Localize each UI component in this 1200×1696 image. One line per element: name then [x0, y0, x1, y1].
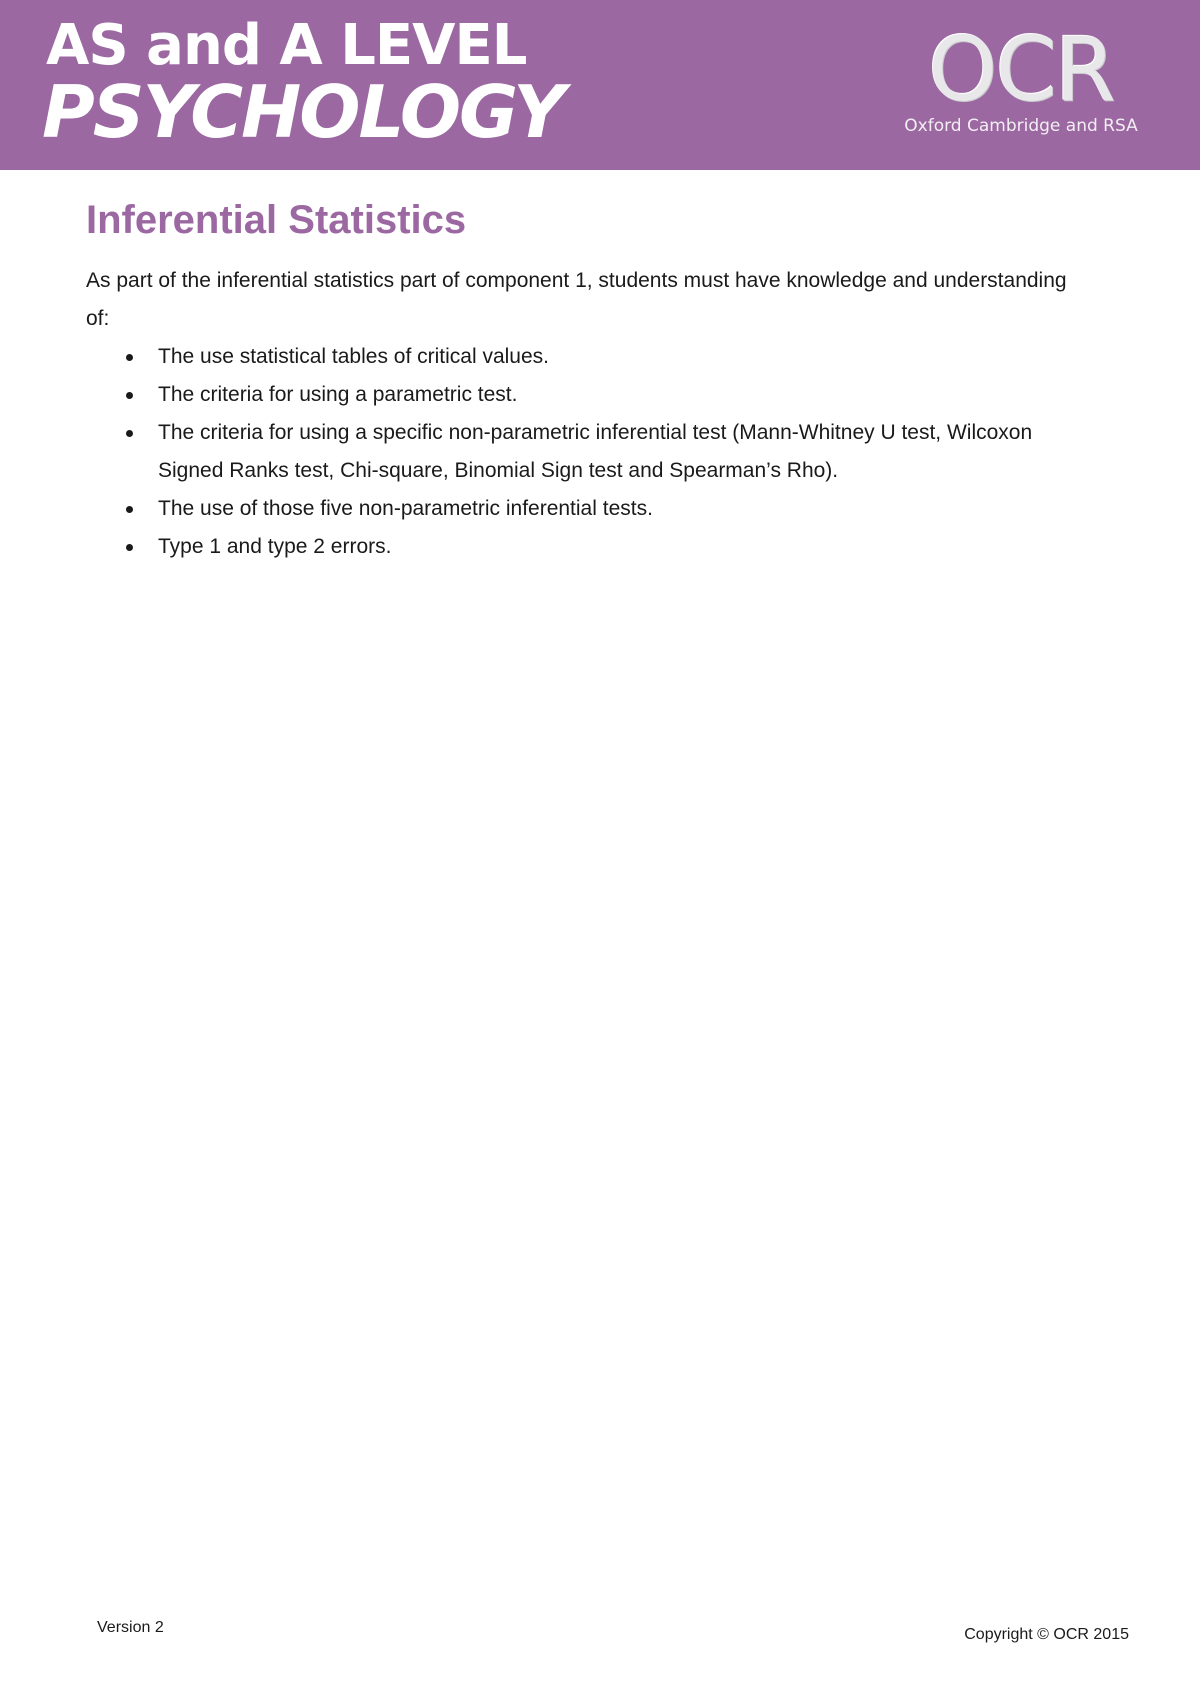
ocr-logo	[900, 18, 1142, 140]
list-item-text: Type 1 and type 2 errors.	[158, 535, 392, 558]
ocr-logo-subtitle: Oxford Cambridge and RSA	[904, 116, 1138, 136]
bullet-icon	[126, 544, 133, 551]
intro-paragraph: As part of the inferential statistics part of component 1, students must have knowledge and understanding of:	[86, 269, 1067, 330]
bullet-icon	[126, 354, 133, 361]
list-item-text: The use statistical tables of critical values.	[158, 345, 550, 368]
ocr-logo-mark: OCR	[928, 18, 1114, 121]
bullet-icon	[126, 430, 133, 437]
page-title: Inferential Statistics	[86, 198, 467, 242]
requirements-list	[86, 338, 1096, 566]
list-item-text: The criteria for using a specific non-parametric inferential test (Mann-Whitney U test, Wilcoxon Signed Ranks test, Chi-square, Binomial Sign test and Spearman’s Rho).	[158, 421, 1033, 482]
list-item	[86, 338, 1096, 376]
list-item	[86, 490, 1096, 528]
header-banner	[0, 0, 1200, 170]
list-item-text: The criteria for using a parametric test.	[158, 383, 518, 406]
list-item	[86, 528, 1096, 566]
list-item	[86, 376, 1096, 414]
series-title: AS and A LEVEL	[46, 13, 527, 78]
copyright-notice: Copyright © OCR 2015	[964, 1626, 1129, 1643]
version-label: Version 2	[97, 1619, 164, 1636]
bullet-icon	[126, 506, 133, 513]
list-item-text: The use of those five non-parametric inferential tests.	[158, 497, 653, 520]
bullet-icon	[126, 392, 133, 399]
list-item	[86, 414, 1096, 490]
subject-title: PSYCHOLOGY	[42, 70, 564, 154]
